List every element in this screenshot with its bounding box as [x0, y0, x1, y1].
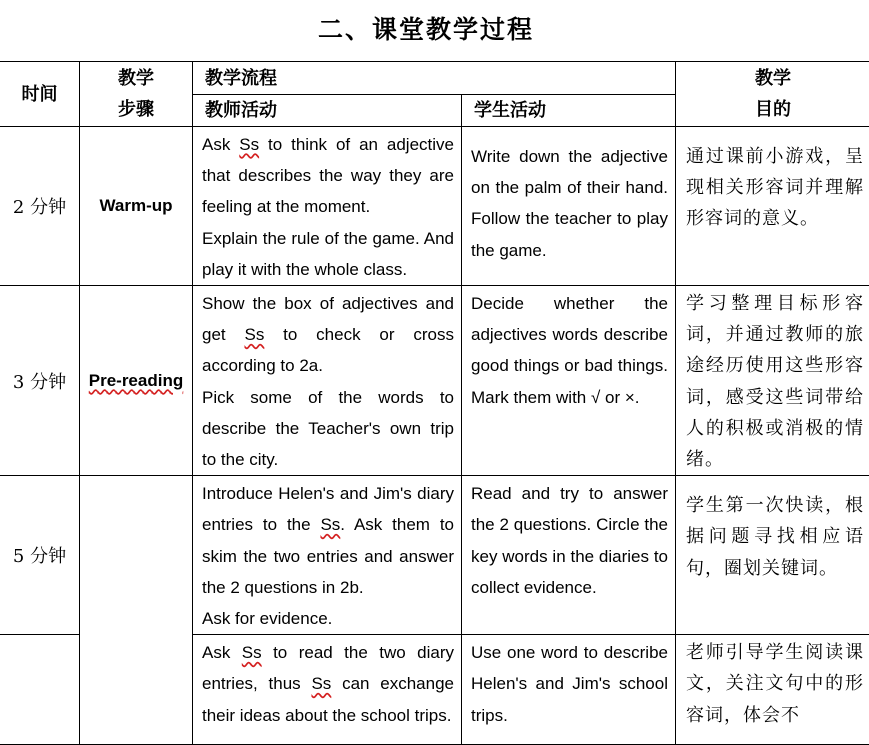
lesson-process-table	[0, 61, 869, 745]
step-cell	[80, 286, 193, 476]
student-activity-text: Read and try to answer the 2 questions. Circle the key words in the diaries to collect evidence.	[471, 478, 668, 603]
purpose-cell: 老师引导学生阅读课文，关注文句中的形容词，体会不	[676, 635, 869, 745]
teacher-activity-cell	[193, 476, 462, 635]
teacher-activity-text: Ask Ss to think of an adjective that describes the way they are feeling at the moment.	[202, 129, 454, 223]
time-cell	[0, 635, 80, 745]
step-label: Pre-reading	[89, 371, 183, 390]
page-title: 二、课堂教学过程	[0, 10, 852, 46]
teacher-activity-cell	[193, 286, 462, 476]
teacher-activity-text: Ask for evidence.	[202, 603, 454, 634]
student-activity-cell	[462, 635, 676, 745]
teacher-activity-text: Ask Ss to read the two diary entries, thus Ss can exchange their ideas about the school trips.	[202, 637, 454, 731]
step-cell: Warm-up	[80, 127, 193, 286]
time-cell: 3 分钟	[0, 286, 80, 476]
purpose-cell: 通过课前小游戏，呈现相关形容词并理解形容词的意义。	[676, 127, 869, 286]
teacher-activity-text: Explain the rule of the game. And play it with the whole class.	[202, 223, 454, 285]
header-purpose: 教学 目的	[676, 62, 869, 127]
teacher-activity-text: Introduce Helen's and Jim's diary entries to the Ss. Ask them to skim the two entries and answer the 2 questions in 2b.	[202, 478, 454, 603]
teacher-activity-cell	[193, 127, 462, 286]
student-activity-text: Decide whether the adjectives words describe good things or bad things. Mark them with √ or ×.	[471, 288, 668, 413]
purpose-cell: 学习整理目标形容词，并通过教师的旅途经历使用这些形容词，感受这些词带给人的积极或消极的情绪。	[676, 286, 869, 476]
header-flow: 教学流程	[193, 62, 676, 95]
table-row	[0, 127, 869, 286]
table-row	[0, 476, 869, 635]
teacher-activity-cell	[193, 635, 462, 745]
time-cell: 2 分钟	[0, 127, 80, 286]
student-activity-text: Write down the adjective on the palm of their hand. Follow the teacher to play the game.	[471, 141, 668, 266]
teacher-activity-text: Show the box of adjectives and get Ss to check or cross according to 2a.	[202, 288, 454, 382]
header-time: 时间	[0, 62, 80, 127]
header-step: 教学 步骤	[80, 62, 193, 127]
student-activity-cell	[462, 127, 676, 286]
teacher-activity-text: Pick some of the words to describe the Teacher's own trip to the city.	[202, 382, 454, 476]
header-student-activity: 学生活动	[462, 95, 676, 127]
time-cell: 5 分钟	[0, 476, 80, 635]
student-activity-cell	[462, 286, 676, 476]
table-row	[0, 286, 869, 476]
header-teacher-activity: 教师活动	[193, 95, 462, 127]
student-activity-text: Use one word to describe Helen's and Jim's school trips.	[471, 637, 668, 731]
student-activity-cell	[462, 476, 676, 635]
step-cell	[80, 476, 193, 745]
purpose-cell: 学生第一次快读，根据问题寻找相应语句，圈划关键词。	[676, 476, 869, 635]
